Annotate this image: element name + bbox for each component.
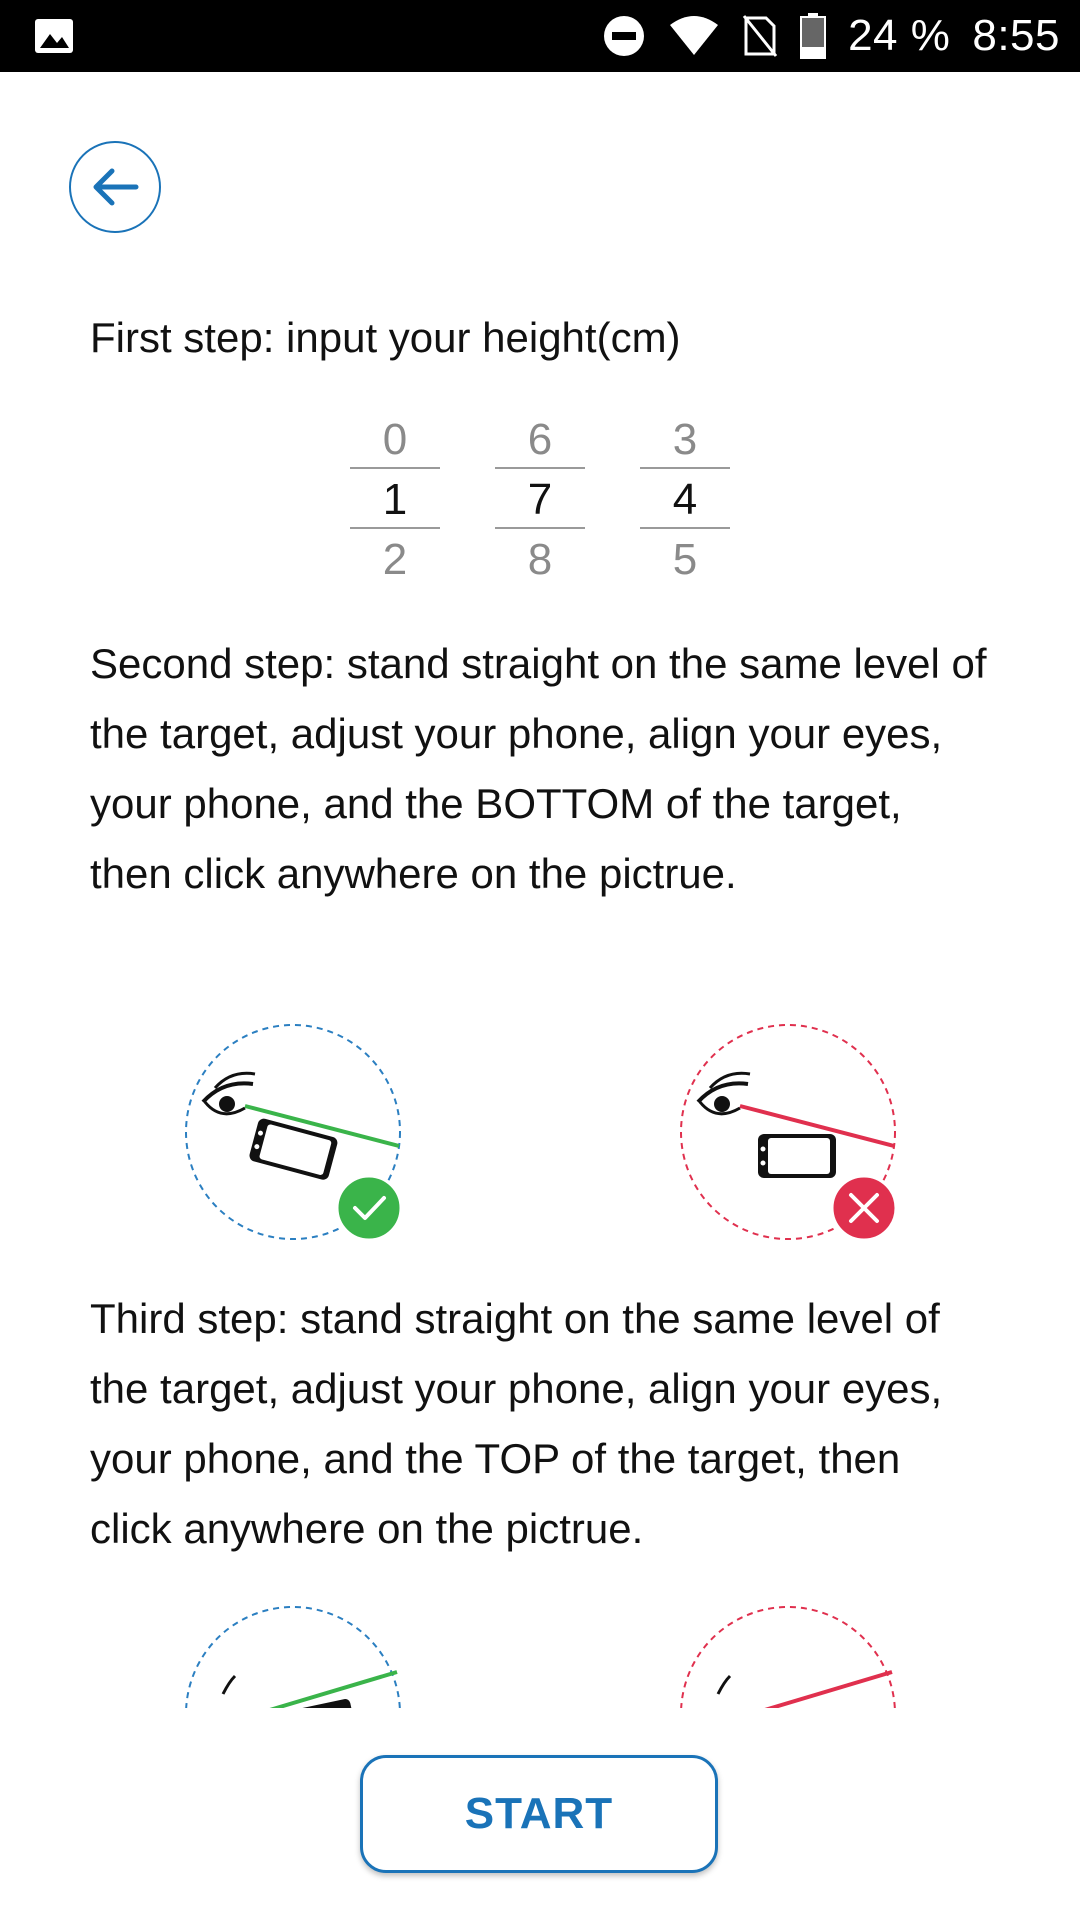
checkmark-icon	[337, 1176, 401, 1240]
step-three-text: Third step: stand straight on the same level of the target, adjust your phone, align your eyes, your phone, and the TOP of the target, then click anywhere on the pictrue.	[90, 1295, 943, 1552]
picker-column-hundreds[interactable]	[350, 410, 440, 590]
clock: 8:55	[972, 11, 1060, 60]
picker-divider	[640, 467, 730, 469]
step-two-text: Second step: stand straight on the same level of the target, adjust your phone, align your eyes, your phone, and the BOTTOM of the target, then click anywhere on the pictrue.	[90, 640, 987, 897]
arrow-left-icon	[90, 165, 140, 209]
picker-digit-below[interactable]: 2	[382, 535, 408, 584]
picker-digit-above[interactable]: 6	[527, 415, 553, 464]
start-button[interactable]: START	[360, 1755, 718, 1873]
picker-digit-below[interactable]: 5	[672, 535, 698, 584]
correct-alignment-illustration	[183, 1022, 403, 1242]
picker-divider	[495, 527, 585, 529]
phone-icon	[758, 1134, 836, 1178]
picker-digit-below[interactable]: 8	[527, 535, 553, 584]
status-bar	[0, 0, 1080, 72]
picker-divider	[640, 527, 730, 529]
battery-icon	[800, 13, 826, 59]
image-icon	[34, 18, 74, 54]
step-one-text: First step: input your height(cm)	[90, 314, 681, 361]
picker-column-tens[interactable]	[495, 410, 585, 590]
picker-digit-selected[interactable]: 1	[382, 475, 408, 524]
incorrect-alignment-illustration	[678, 1022, 898, 1242]
picker-digit-selected[interactable]: 7	[527, 475, 553, 524]
no-sim-icon	[742, 14, 778, 58]
picker-digit-above[interactable]: 3	[672, 415, 698, 464]
picker-divider	[495, 467, 585, 469]
picker-divider	[350, 527, 440, 529]
back-button[interactable]	[69, 141, 161, 233]
picker-column-ones[interactable]	[640, 410, 730, 590]
battery-percent: 24 %	[848, 11, 951, 60]
picker-digit-above[interactable]: 0	[382, 415, 408, 464]
picker-digit-selected[interactable]: 4	[672, 475, 698, 524]
wifi-icon	[668, 15, 720, 57]
cross-icon	[832, 1176, 896, 1240]
dnd-icon	[602, 14, 646, 58]
picker-divider	[350, 467, 440, 469]
height-picker[interactable]	[350, 410, 730, 590]
